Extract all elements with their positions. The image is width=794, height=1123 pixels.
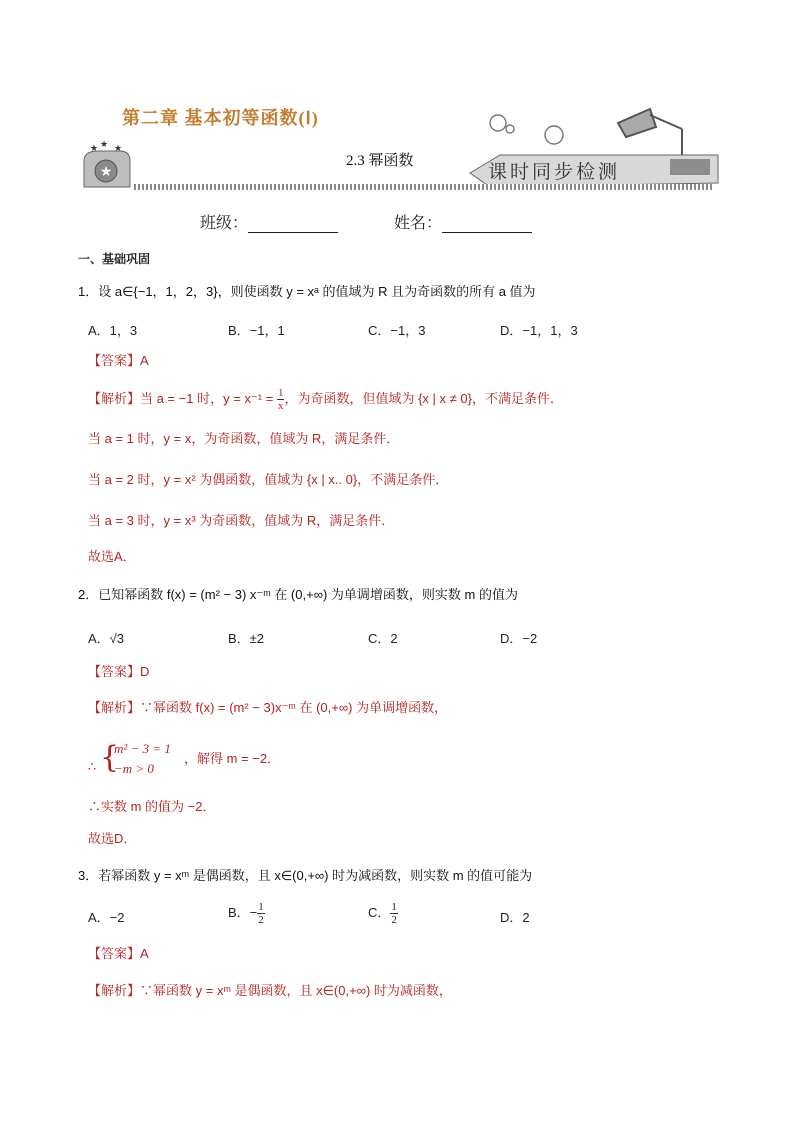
q1-option-d: D．−1，1，3 xyxy=(500,323,578,338)
q3-answer: 【答案】A xyxy=(88,946,149,961)
q1-answer: 【答案】A xyxy=(88,353,149,368)
q2-option-b: B．±2 xyxy=(228,631,265,646)
q2-analysis-line1 xyxy=(88,699,447,717)
class-blank[interactable] xyxy=(248,214,338,233)
star-badge-icon xyxy=(84,140,130,187)
q1-conclusion: 故选A． xyxy=(88,549,136,564)
class-field xyxy=(200,210,338,233)
badge-title: 课时同步检测 xyxy=(488,162,621,183)
q1-analysis-line3: 当 a = 2 时，y = x² 为偶函数，值域为 {x | x.. 0}，不满足条件． xyxy=(88,472,449,487)
name-blank[interactable] xyxy=(442,214,532,233)
q1-stem: 1．设 a∈{−1，1，2，3}，则使函数 y = xᵃ 的值域为 R 且为奇函数的所有 a 值为 xyxy=(78,284,536,299)
section-title: 2.3 幂函数 xyxy=(346,153,414,169)
q2-analysis-line3: ∴实数 m 的值为 −2． xyxy=(88,799,216,814)
q2-option-a: A．√3 xyxy=(88,631,125,646)
svg-text:★: ★ xyxy=(114,144,123,154)
name-label: 姓名： xyxy=(394,215,443,232)
q1-line-b: ，为奇函数，但值域为 {x | x ≠ 0}，不满足条件． xyxy=(284,390,563,406)
q3-analysis-tag: 【解析】 xyxy=(88,983,141,998)
part-title: 一、基础巩固 xyxy=(78,252,151,266)
brace-icon: { xyxy=(100,740,120,775)
q2-solve: ，解得 m = −2． xyxy=(184,751,281,766)
q1-option-b: B．−1，1 xyxy=(228,323,285,338)
svg-text:★: ★ xyxy=(100,140,109,150)
q1-analysis-line4: 当 a = 3 时，y = x³ 为奇函数，值域为 R，满足条件． xyxy=(88,513,395,528)
q2-option-c: C．2 xyxy=(368,631,398,646)
q1-option-c: C．−1，3 xyxy=(368,323,426,338)
desk-lamp-icon xyxy=(618,109,682,161)
svg-text:★: ★ xyxy=(90,144,99,154)
bubble-icons xyxy=(490,115,563,144)
q2-conclusion: 故选D． xyxy=(88,831,137,846)
q3-option-a: A．−2 xyxy=(88,910,125,925)
q3-analysis-line1 xyxy=(88,982,452,1000)
q3-option-d: D．2 xyxy=(500,910,530,925)
q3-option-b: B．− $\frac{1}{2}$ xyxy=(228,901,264,926)
q2-eq2: −m > 0 xyxy=(114,761,154,776)
q3-stem: 3．若幂函数 y = xᵐ 是偶函数，且 x∈(0,+∞) 时为减函数，则实数 m 的值可能为 xyxy=(78,868,533,883)
q3-line1-text: ∵幂函数 y = xᵐ 是偶函数，且 x∈(0,+∞) 时为减函数， xyxy=(140,983,452,998)
q1-analysis-line1 xyxy=(88,387,563,412)
class-label: 班级： xyxy=(200,215,249,232)
q2-stem: 2．已知幂函数 f(x) = (m² − 3) x⁻ᵐ 在 (0,+∞) 为单调增函数，则实数 m 的值为 xyxy=(78,587,518,602)
q2-eq1: m² − 3 = 1 xyxy=(114,741,171,756)
q2-therefore: ∴ xyxy=(88,759,97,774)
name-field xyxy=(394,210,532,233)
q1-fraction: $\frac{1}{x}$ xyxy=(277,387,284,412)
chapter-title: 第二章 基本初等函数(Ⅰ) xyxy=(122,108,319,128)
q2-analysis-tag: 【解析】 xyxy=(88,700,141,715)
q1-line-a: 当 a = −1 时，y = x⁻¹ = xyxy=(140,390,274,406)
q2-answer: 【答案】D xyxy=(88,664,150,679)
q3-option-c: C． $\frac{1}{2}$ xyxy=(368,901,397,926)
q1-analysis-line2: 当 a = 1 时，y = x，为奇函数，值域为 R，满足条件． xyxy=(88,431,400,446)
svg-text:★: ★ xyxy=(99,164,113,180)
q2-line1-text: ∵幂函数 f(x) = (m² − 3)x⁻ᵐ 在 (0,+∞) 为单调增函数， xyxy=(140,700,448,715)
q2-option-d: D．−2 xyxy=(500,631,538,646)
q1-option-a: A．1，3 xyxy=(88,323,138,338)
header-rule xyxy=(134,184,714,190)
q1-analysis-tag: 【解析】 xyxy=(88,390,141,406)
